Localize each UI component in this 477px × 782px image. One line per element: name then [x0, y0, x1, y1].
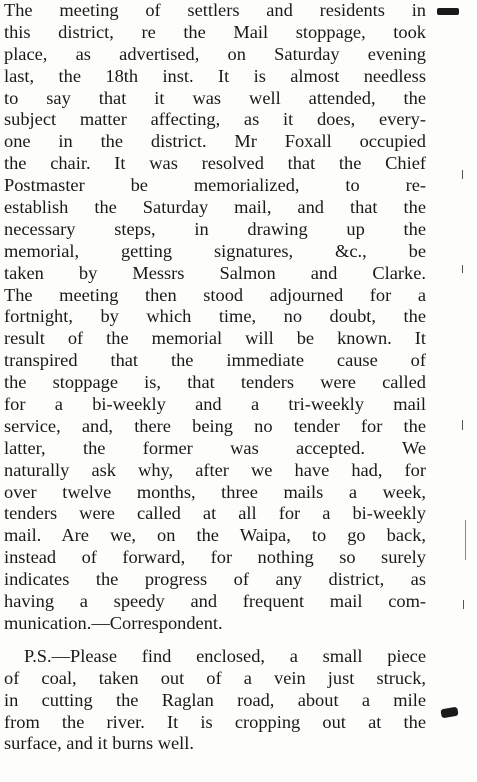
article-line-9: Postmaster be memorialized, to re-	[4, 175, 426, 196]
margin-ink-mark-bottom	[440, 707, 458, 719]
article-line-8: the chair. It was resolved that the Chief	[4, 153, 426, 174]
paragraph-gap	[4, 635, 426, 646]
article-line-29: munication.—Correspondent.	[4, 612, 223, 633]
postscript-line-4: from the river. It is cropping out at the	[4, 711, 426, 732]
article-line-5: to say that it was well attended, the	[4, 87, 426, 108]
article-line-23: over twelve months, three mails a week,	[4, 481, 426, 502]
article-line-10: establish the Saturday mail, and that the	[4, 197, 426, 218]
margin-tick	[463, 600, 464, 609]
article-line-3: place, as advertised, on Saturday evening	[4, 43, 426, 64]
margin-ink-mark-top	[437, 8, 459, 15]
article-line-12: memorial, getting signatures, &c., be	[4, 240, 426, 261]
margin-tick	[462, 170, 463, 179]
article-line-24: tenders were called at all for a bi-weekly	[4, 503, 426, 524]
article-line-16: result of the memorial will be known. It	[4, 328, 426, 349]
article-line-25: mail. Are we, on the Waipa, to go back,	[4, 525, 426, 546]
article-line-7: one in the district. Mr Foxall occupied	[4, 131, 426, 152]
article-line-11: necessary steps, in drawing up the	[4, 218, 426, 239]
margin-rule	[465, 520, 466, 560]
article-column	[4, 0, 426, 755]
article-line-13: taken by Messrs Salmon and Clarke.	[4, 262, 426, 283]
article-line-21: latter, the former was accepted. We	[4, 437, 426, 458]
article-line-15: fortnight, by which time, no doubt, the	[4, 306, 426, 327]
article-line-1: The meeting of settlers and residents in	[4, 0, 426, 20]
article-line-26: instead of forward, for nothing so surely	[4, 547, 426, 568]
article-line-14: The meeting then stood adjourned for a	[4, 284, 426, 305]
article-line-28: having a speedy and frequent mail com-	[4, 591, 426, 612]
postscript-line-3: in cutting the Raglan road, about a mile	[4, 689, 426, 710]
article-line-2: this district, re the Mail stoppage, took	[4, 21, 426, 42]
margin-tick	[462, 265, 463, 273]
postscript-line-5: surface, and it burns well.	[4, 733, 194, 754]
postscript-line-2: of coal, taken out of a vein just struck,	[4, 667, 426, 688]
margin-tick	[462, 420, 463, 430]
article-line-27: indicates the progress of any district, as	[4, 569, 426, 590]
article-line-6: subject matter affecting, as it does, every-	[4, 109, 426, 130]
article-line-4: last, the 18th inst. It is almost needless	[4, 65, 426, 86]
article-line-17: transpired that the immediate cause of	[4, 350, 426, 371]
article-line-19: for a bi-weekly and a tri-weekly mail	[4, 394, 426, 415]
postscript-line-1: P.S.—Please find enclosed, a small piece	[24, 645, 426, 666]
article-line-20: service, and, there being no tender for the	[4, 415, 426, 436]
article-line-18: the stoppage is, that tenders were called	[4, 372, 426, 393]
article-line-22: naturally ask why, after we have had, for	[4, 459, 426, 480]
